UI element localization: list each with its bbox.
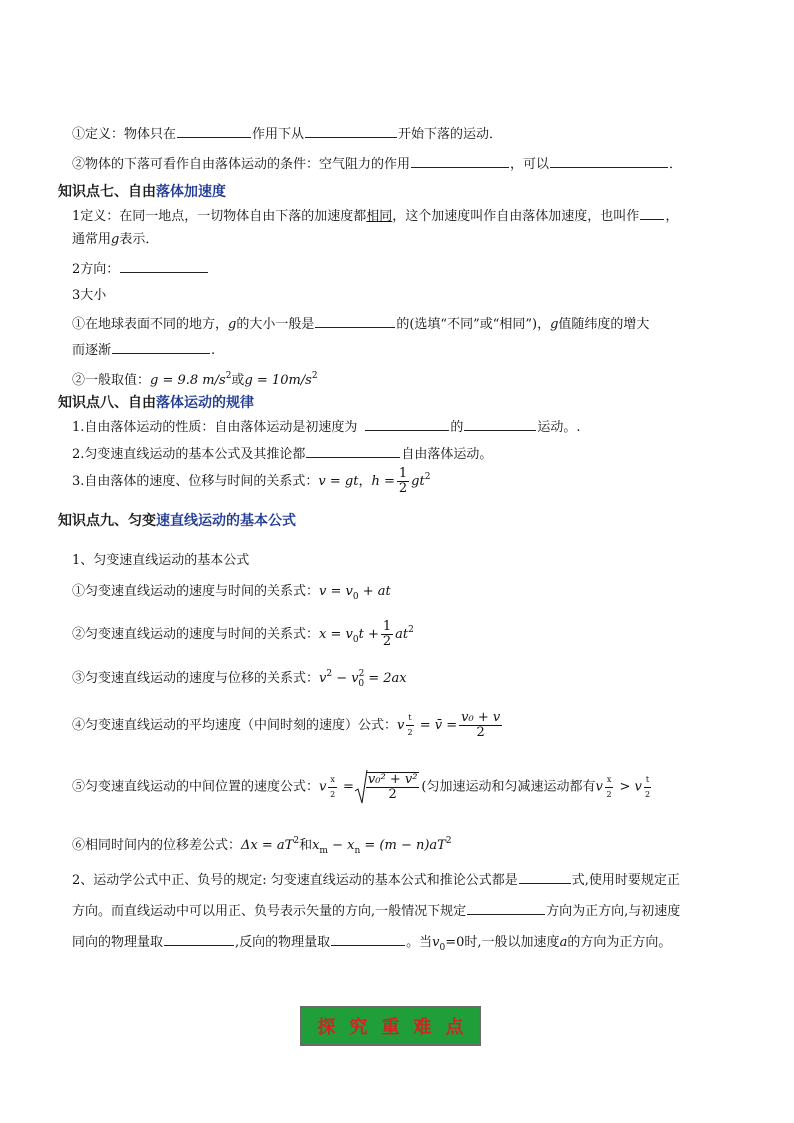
text: ， — [665, 209, 679, 224]
text: 而逐渐 — [72, 343, 112, 358]
heading-text-highlight: 速直线运动的基本公式 — [156, 513, 296, 529]
formula: h = — [371, 474, 395, 489]
text: ②物体的下落可看作自由落体运动的条件：空气阻力的作用 — [72, 157, 411, 172]
text: ③匀变速直线运动的速度与位移的关系式： — [72, 671, 320, 686]
formula: v = v — [319, 584, 353, 599]
s7-direction — [72, 259, 209, 279]
sup: 2 — [326, 669, 333, 679]
text: 2、运动学公式中正、负号的规定: 匀变速直线运动的基本公式和推论公式都是 — [72, 873, 518, 888]
underlined-text: 相同 — [366, 209, 393, 224]
symbol-g: g — [111, 232, 120, 247]
text: 通常用 — [72, 232, 112, 247]
denominator: 2 — [476, 725, 485, 740]
sup: 2 — [293, 836, 300, 846]
blank-7[interactable] — [315, 314, 395, 328]
sub: 0 — [439, 943, 446, 953]
s7-size-2 — [72, 340, 215, 360]
heading-text: 知识点九、匀变 — [58, 513, 156, 529]
sup: 2 — [225, 371, 232, 381]
formula: g = 10m/s — [244, 373, 312, 388]
heading-text: 知识点七、自由 — [58, 184, 156, 200]
blank-8[interactable] — [112, 340, 210, 354]
denominator: 2 — [382, 634, 392, 649]
subscript-fraction — [328, 773, 337, 802]
formula-5: ⑤匀变速直线运动的中间位置的速度公式：v $\frac{x}{2}$ = $\frac{\text{v₀² + v²}}{2}$ (匀加速运动和匀减速运动都有v $\frac{x}{2}$ > v $\frac{t}{2}$ — [72, 766, 653, 809]
heading-section-7 — [58, 181, 226, 201]
text: 3大小 — [72, 288, 107, 303]
text: 2方向： — [72, 262, 120, 277]
fraction — [366, 772, 419, 802]
numerator: x — [605, 773, 614, 788]
text: 的 — [450, 420, 464, 435]
definition-line — [72, 124, 502, 144]
numerator: v₀² + v² — [367, 771, 418, 787]
square-root — [354, 766, 421, 808]
subscript-fraction — [406, 711, 413, 740]
text: ，可以 — [510, 157, 550, 172]
subscript-fraction — [605, 773, 614, 802]
text: ， — [358, 474, 372, 489]
text: 方向为正方向,与初速度 — [546, 904, 681, 919]
blank-14[interactable] — [164, 932, 234, 946]
denominator: 2 — [398, 481, 408, 496]
s7-symbol — [72, 231, 158, 249]
text: 1定义：在同一地点，一切物体自由下落的加速度都 — [72, 209, 367, 224]
text: (匀加速运动和匀减速运动都有 — [421, 779, 596, 795]
text: ②一般取值： — [72, 373, 151, 388]
text: 或 — [231, 373, 245, 388]
text: 和 — [299, 838, 313, 853]
numerator: 1 — [382, 619, 392, 634]
blank-12[interactable] — [519, 870, 571, 884]
heading-text: 知识点八、自由 — [58, 395, 156, 411]
blank-13[interactable] — [467, 901, 545, 915]
sup: 2 — [408, 625, 414, 635]
text: 作用下从 — [252, 127, 305, 142]
text: 值随纬度的增大 — [558, 317, 650, 332]
denominator: 2 — [388, 786, 397, 802]
s7-size-1 — [72, 314, 649, 334]
text: 表示． — [119, 232, 159, 247]
text: ,反向的物理量取 — [235, 935, 331, 950]
blank-9[interactable] — [365, 417, 449, 431]
numerator: v₀ + v — [461, 710, 501, 725]
blank-4[interactable] — [550, 154, 668, 168]
blank-6[interactable] — [120, 259, 208, 273]
numerator: t — [644, 773, 651, 788]
formula: g = 9.8 m/s — [150, 373, 226, 388]
sub: 0 — [352, 635, 359, 645]
sign-rules-line-2 — [72, 901, 680, 921]
heading-text-highlight: 落体加速度 — [156, 184, 226, 200]
text: 自由落体运动。 — [401, 447, 493, 462]
sub: 0 — [352, 592, 359, 602]
fraction — [397, 467, 409, 496]
numerator: t — [406, 711, 413, 726]
sup: 2 — [358, 669, 365, 679]
sub: 0 — [358, 679, 365, 689]
text: ． — [669, 157, 683, 172]
sup: 2 — [424, 472, 431, 482]
text: . — [211, 343, 216, 358]
blank-3[interactable] — [411, 154, 509, 168]
heading-text-highlight: 落体运动的规律 — [156, 395, 254, 411]
text: ④匀变速直线运动的平均速度（中间时刻的速度）公式： — [72, 718, 398, 733]
condition-line — [72, 154, 682, 174]
blank-1[interactable] — [177, 124, 251, 138]
s8-line-3 — [72, 462, 430, 497]
blank-10[interactable] — [464, 417, 536, 431]
s7-size — [72, 287, 106, 305]
formula: x = v — [319, 627, 353, 642]
s8-line-2 — [72, 444, 492, 464]
text: ⑤匀变速直线运动的中间位置的速度公式： — [72, 779, 320, 795]
text: =0时,一般以加速度 — [445, 935, 560, 950]
formula: = v̄ = — [415, 718, 458, 733]
blank-11[interactable] — [306, 444, 400, 458]
heading-section-9 — [58, 510, 296, 530]
text: 2.匀变速直线运动的基本公式及其推论都 — [72, 447, 306, 462]
formula-6 — [72, 832, 452, 860]
sub: m — [319, 846, 328, 856]
formula: v = gt — [318, 474, 359, 489]
formula: at — [395, 627, 409, 642]
blank-2[interactable] — [305, 124, 397, 138]
formula: v — [319, 671, 327, 686]
text: > — [615, 779, 635, 795]
blank-5[interactable] — [640, 206, 664, 220]
text: ①定义：物体只在 — [72, 127, 177, 142]
text: ⑥相同时间内的位移差公式： — [72, 838, 242, 853]
s9-subheading — [72, 552, 249, 570]
text: 运动。. — [537, 420, 581, 435]
sup: 2 — [445, 836, 452, 846]
formula: + at — [358, 584, 391, 599]
formula: t + — [358, 627, 379, 642]
sup: 2 — [311, 371, 318, 381]
sign-rules-line-1 — [72, 870, 680, 890]
fraction — [459, 711, 502, 740]
text: ，这个加速度叫作自由落体加速度，也叫作 — [392, 209, 640, 224]
s7-definition — [72, 206, 678, 226]
formula-1 — [72, 583, 391, 606]
explore-key-points-button[interactable] — [300, 1006, 481, 1046]
denominator: 2 — [407, 728, 413, 737]
formula: v — [319, 779, 327, 795]
text: 1、匀变速直线运动的基本公式 — [72, 553, 250, 568]
formula: − v — [332, 671, 359, 686]
formula: = 2ax — [364, 671, 407, 686]
symbol-v: v — [432, 935, 440, 950]
text: ②匀变速直线运动的速度与时间的关系式： — [72, 627, 320, 642]
text: ①在地球表面不同的地方， — [72, 317, 229, 332]
fraction — [381, 620, 393, 649]
s8-line-1 — [72, 417, 581, 437]
formula-2 — [72, 613, 414, 657]
formula: gt — [411, 474, 425, 489]
formula: v — [634, 779, 642, 795]
denominator: 2 — [644, 789, 651, 799]
blank-15[interactable] — [331, 932, 405, 946]
formula: − x — [327, 838, 355, 853]
button-label: 探究重难点 — [317, 1017, 478, 1038]
denominator: 2 — [606, 789, 612, 799]
text: 同向的物理量取 — [72, 935, 164, 950]
symbol-g: g — [550, 317, 559, 332]
s7-value — [72, 367, 318, 390]
formula: = (m − n)aT — [360, 838, 446, 853]
text: 的大小一般是 — [236, 317, 315, 332]
heading-section-8 — [58, 392, 254, 412]
text: 1.自由落体运动的性质：自由落体运动是初速度为 — [72, 420, 358, 435]
numerator: x — [328, 773, 337, 788]
text: ①匀变速直线运动的速度与时间的关系式： — [72, 584, 320, 599]
denominator: 2 — [330, 789, 336, 799]
formula: Δx = aT — [241, 838, 294, 853]
text: 。当 — [406, 935, 433, 950]
formula: v — [595, 779, 603, 795]
formula: x — [312, 838, 320, 853]
sub: n — [354, 846, 361, 856]
text: 3.自由落体的速度、位移与时间的关系式： — [72, 474, 319, 489]
symbol-a: a — [559, 935, 568, 950]
formula: v — [397, 718, 405, 733]
sign-rules-line-3 — [72, 932, 671, 957]
text: 式,使用时要规定正 — [571, 873, 680, 888]
text: 的方向为正方向。 — [567, 935, 672, 950]
subscript-fraction — [644, 773, 651, 802]
text: 方向。而直线运动中可以用正、负号表示矢量的方向,一般情况下规定 — [72, 904, 467, 919]
text: 开始下落的运动． — [398, 127, 503, 142]
formula-3 — [72, 665, 407, 693]
numerator: 1 — [398, 466, 408, 481]
formula-4 — [72, 708, 504, 744]
symbol-g: g — [228, 317, 237, 332]
text: 的(选填“不同”或“相同”)， — [396, 317, 551, 332]
